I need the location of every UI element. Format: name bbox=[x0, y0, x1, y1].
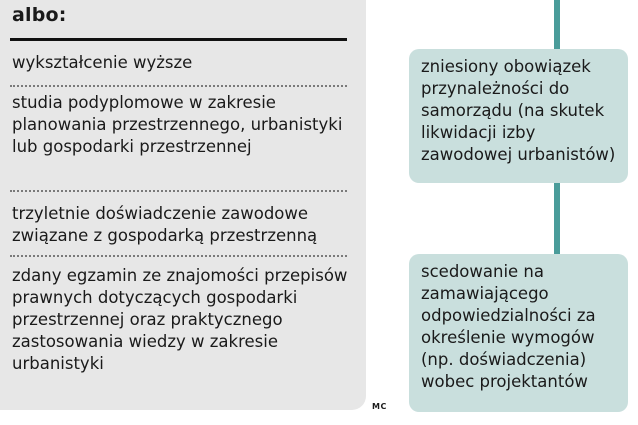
dotted-divider bbox=[10, 255, 347, 257]
dotted-divider bbox=[10, 190, 347, 192]
heading-divider bbox=[10, 38, 347, 41]
dotted-divider bbox=[10, 85, 347, 87]
requirement-item: zdany egzamin ze znajomości przepisów prawnych dotyczących gospodarki przestrzennej oraz praktycznego zastosowania wiedzy w zakresie urbanistyki bbox=[12, 266, 348, 373]
author-credit: MC bbox=[372, 402, 387, 411]
change-box: zniesiony obowiązek przynależności do samorządu (na skutek likwidacji izby zawodowej urbanistów) bbox=[409, 49, 628, 183]
change-box: scedowanie na zamawiającego odpowiedzialności za określenie wymogów (np. doświadczenia) wobec projektantów bbox=[409, 254, 628, 412]
requirement-item: wykształcenie wyższe bbox=[12, 53, 193, 72]
panel-heading: albo: bbox=[12, 4, 67, 26]
requirement-item: studia podyplomowe w zakresie planowania przestrzennego, urbanistyki lub gospodarki przestrzennej bbox=[12, 93, 343, 156]
requirement-item: trzyletnie doświadczenie zawodowe związane z gospodarką przestrzenną bbox=[12, 204, 318, 245]
